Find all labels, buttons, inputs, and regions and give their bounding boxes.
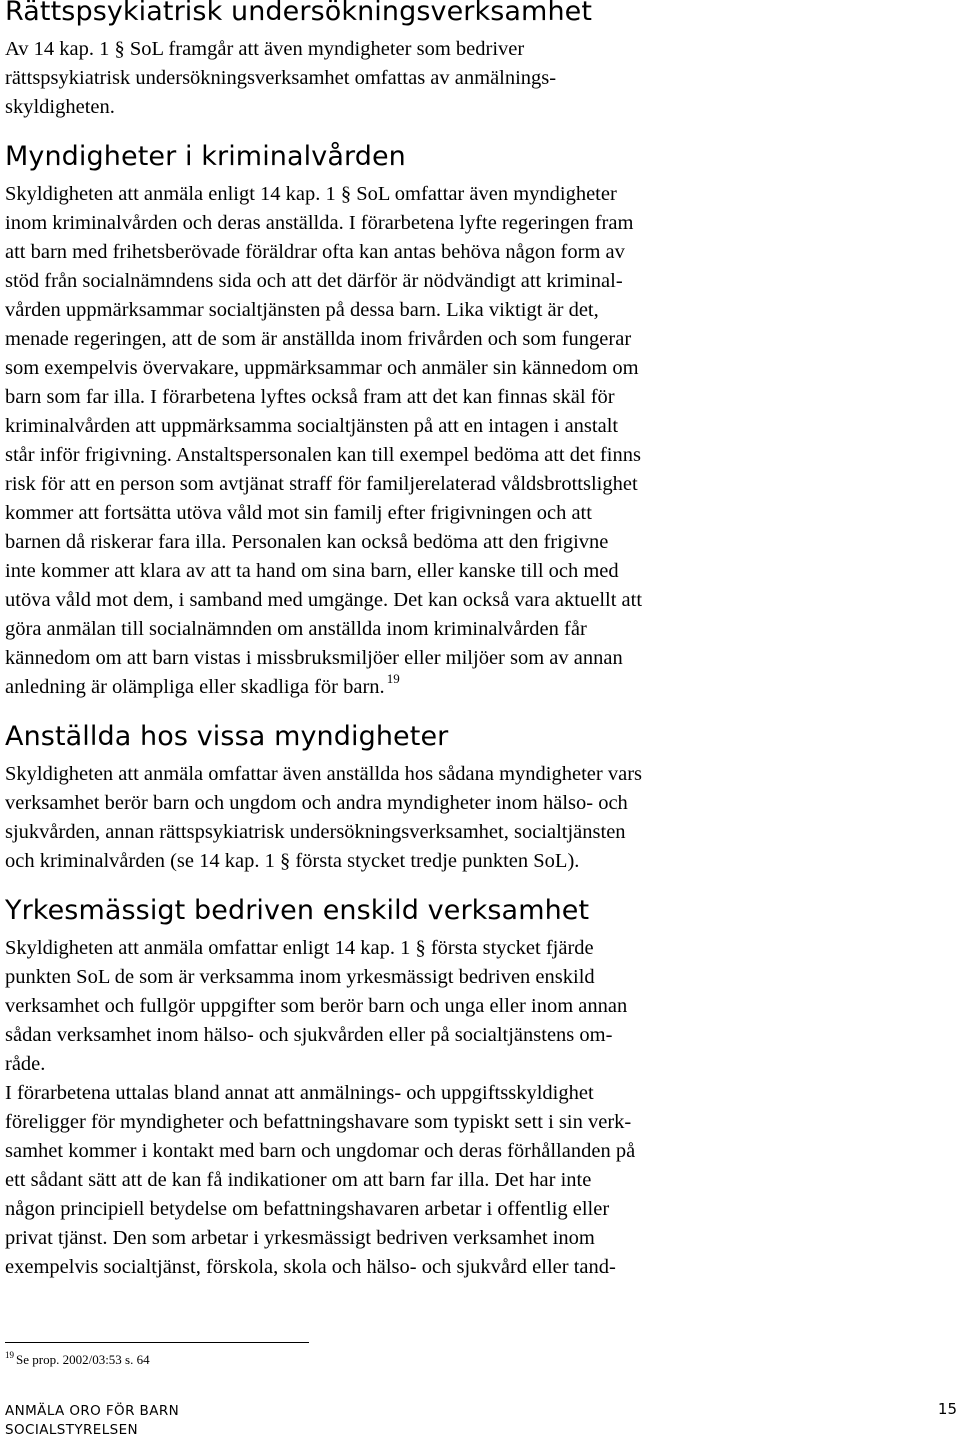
page-number: 15 xyxy=(937,1400,957,1418)
footnote-number: 19 xyxy=(5,1350,14,1360)
section-heading-anstallda: Anställda hos vissa myndigheter xyxy=(5,721,449,752)
paragraph-kriminalvarden xyxy=(5,180,765,703)
footer-publisher: SOCIALSTYRELSEN xyxy=(5,1422,139,1438)
paragraph-yrkesmassigt-2: I förarbetena uttalas bland annat att anmälnings- och uppgiftsskyldighet föreligger för myndigheter och befattningshavare som typiskt sett i sin verk- samhet kommer i kontakt med barn och ungdomar och deras förhållanden på ett sådant sätt att de kan få indikationer om att barn far illa. Det har inte någon principiell betydelse om befattningshavaren arbetar i offentlig eller privat tjänst. Den som arbetar i yrkesmässigt bedriven verksamhet inom exempelvis socialtjänst, förskola, skola och hälso- och sjukvård eller tand- xyxy=(5,1082,636,1278)
footnote-divider xyxy=(5,1342,309,1343)
footnote-reference: 19 xyxy=(386,671,400,686)
paragraph-yrkesmassigt-1: Skyldigheten att anmäla omfattar enligt 14 kap. 1 § första stycket fjärde punkten SoL de som är verksamma inom yrkesmässigt bedriven enskild verksamhet och fullgör uppgifter som berör barn och unga eller inom annan sådan verksamhet inom hälso- och sjukvården eller på socialtjänstens om- råde. xyxy=(5,937,628,1075)
paragraph-kriminalvarden-text: Skyldigheten att anmäla enligt 14 kap. 1 § SoL omfattar även myndigheter inom kriminalvården och deras anställda. I förarbetena lyfte regeringen fram att barn med frihetsberövade föräldrar ofta kan antas behöva någon form av stöd från socialnämndens sida och att det därför är nödvändigt att kriminal- vården uppmärksammar socialtjänsten på dessa barn. Lika viktigt är det, menade regeringen, att de som är anställda inom frivården och som fungerar som exempelvis övervakare, uppmärksammar och anmäler sin kännedom om barn som far illa. I förarbetena lyftes också fram att det kan finnas skäl för kriminalvården att uppmärksamma socialtjänsten på att en intagen i anstalt står inför frigivning. Anstaltspersonalen kan till exempel bedöma att det finns risk för att en person som avtjänat straff för familjerelaterad våldsbrottslighet kommer att fortsätta utöva våld mot sin familj efter frigivningen och att barnen då riskerar fara illa. Personalen kan också bedöma att den frigivne inte kommer att klara av att ta hand om sina barn, eller kanske till och med utöva våld mot dem, i samband med umgänge. Det kan också vara aktuellt att göra anmälan till socialnämnden om anställda inom kriminalvården får kännedom om att barn vistas i missbruksmiljöer eller miljöer som av annan anledning är olämpliga eller skadliga för barn. xyxy=(5,183,643,698)
paragraph-rattspsykiatrisk: Av 14 kap. 1 § SoL framgår att även myndigheter som bedriver rättspsykiatrisk undersökningsverksamhet omfattas av anmälnings- skyldigheten. xyxy=(5,38,557,118)
footnote xyxy=(5,1352,150,1369)
section-heading-rattspsykiatrisk: Rättspsykiatrisk undersökningsverksamhet xyxy=(5,0,593,27)
footnote-text: Se prop. 2002/03:53 s. 64 xyxy=(16,1352,150,1367)
section-heading-kriminalvarden: Myndigheter i kriminalvården xyxy=(5,141,406,172)
section-heading-yrkesmassigt: Yrkesmässigt bedriven enskild verksamhet xyxy=(5,895,590,926)
footer-document-title: ANMÄLA ORO FÖR BARN xyxy=(5,1403,180,1419)
paragraph-anstallda: Skyldigheten att anmäla omfattar även anställda hos sådana myndigheter vars verksamhet berör barn och ungdom och andra myndigheter inom hälso- och sjukvården, annan rättspsykiatrisk undersökningsverksamhet, socialtjänsten och kriminalvården (se 14 kap. 1 § första stycket tredje punkten SoL). xyxy=(5,763,643,872)
